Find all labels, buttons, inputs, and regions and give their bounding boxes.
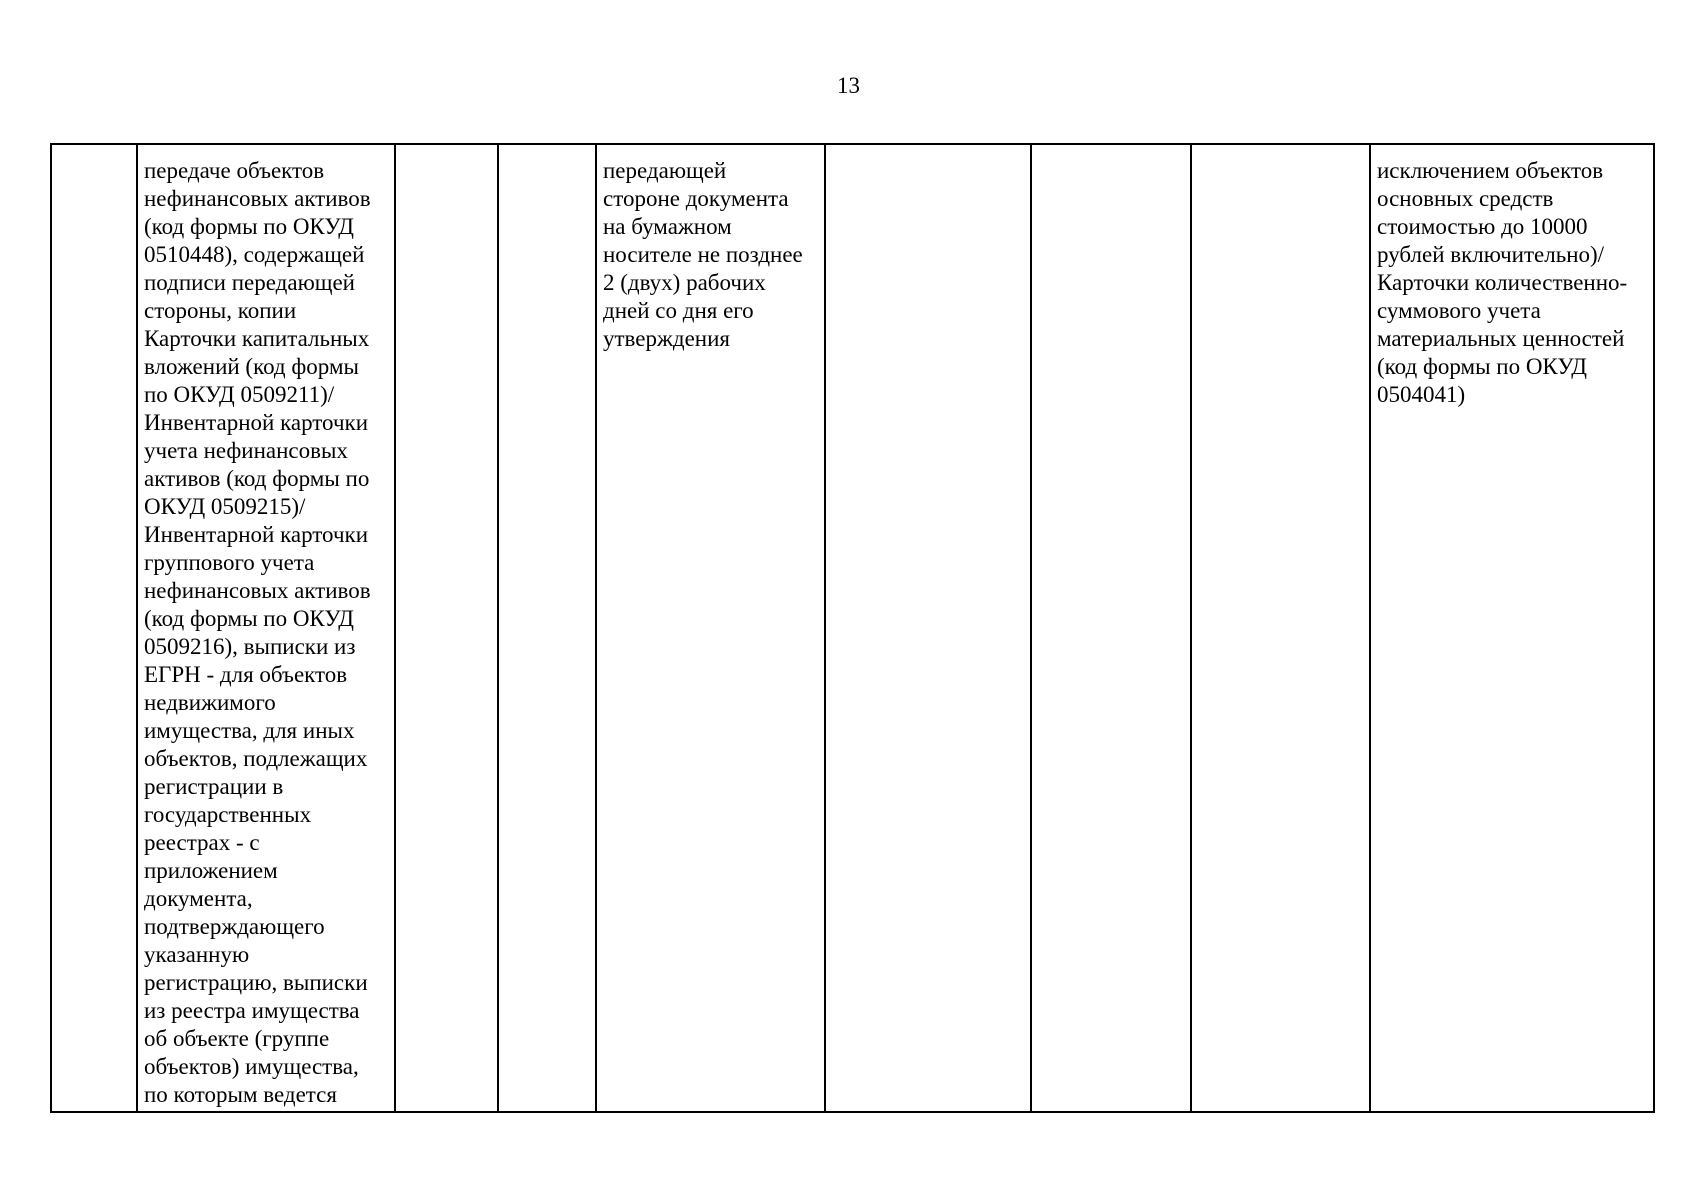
- table-cell-col-9: исключением объектов основных средств стоимостью до 10000 рублей включительно)/ Карточки количественно- суммового учета материальных ценностей (код формы по ОКУД 0504041): [1370, 144, 1654, 1112]
- table-cell-col-3: [395, 144, 498, 1112]
- document-table: [50, 143, 1655, 1113]
- table-cell-col-1: [51, 144, 137, 1112]
- table-cell-col-6: [825, 144, 1031, 1112]
- page-number: 13: [837, 73, 860, 98]
- table-cell-col-4: [498, 144, 596, 1112]
- table-cell-col-7: [1031, 144, 1191, 1112]
- table-cell-col-5: передающей стороне документа на бумажном носителе не позднее 2 (двух) рабочих дней со дня его утверждения: [596, 144, 825, 1112]
- table-cell-col-8: [1191, 144, 1370, 1112]
- table-cell-col-2: передаче объектов нефинансовых активов (код формы по ОКУД 0510448), содержащей подписи передающей стороны, копии Карточки капитальных вложений (код формы по ОКУД 0509211)/ Инвентарной карточки учета нефинансовых активов (код формы по ОКУД 0509215)/ Инвентарной карточки группового учета нефинансовых активов (код формы по ОКУД 0509216), выписки из ЕГРН - для объектов недвижимого имущества, для иных объектов, подлежащих регистрации в государственных реестрах - с приложением документа, подтверждающего указанную регистрацию, выписки из реестра имущества об объекте (группе объектов) имущества, по которым ведется: [137, 144, 395, 1112]
- table-row: [51, 144, 1654, 1112]
